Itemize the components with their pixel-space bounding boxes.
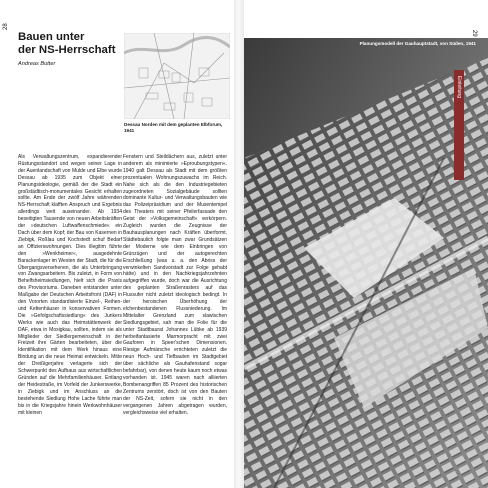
section-tab-label: Einleitung [456, 76, 462, 98]
page-number-right: 29 [471, 30, 477, 37]
planning-model-photo [244, 38, 488, 488]
section-tab [454, 70, 464, 180]
photo-caption: Planungsmodell der Gauhauptstadt, von Süden, 1941 [359, 41, 476, 46]
chapter-title [18, 31, 118, 57]
chapter-title-line2: der NS-Herrschaft [18, 44, 116, 56]
author-name: Andreas Butter [18, 61, 56, 67]
right-page [244, 0, 488, 488]
page-number-left: 28 [3, 23, 9, 30]
city-map-figure [124, 33, 230, 119]
left-page [0, 0, 234, 488]
chapter-title-line1: Bauen unter [18, 31, 85, 43]
book-gutter [234, 0, 244, 488]
map-caption: Dessau Norden mit dem geplanten Elbforum, 1941 [124, 122, 223, 133]
body-text-column-2: Fenstern und Steildächern aus, zuletzt unter anderem als minimierte »Eproubungstypen«. 1940 galt Dessau als Stadt mit dem größten prozentualen Wohnungszuwachs im Reich. Nahe sich als die den Industriegebieten zugeordneten Sozialgebäude sollten dominante Kultur- und Verwaltungsbauten wie das Polizeipräsidium und der Musentempel des Theaters mit seiner Pfeilerfassade den Geist der »Volksgemeinschaft« verkörpern. Zugleich wurden die Zeugnisse der Bauhausplanungen nach Kräften überformt. Städtebaulich folgte man zwar Grundsätzen der Moderne wie dem Einbringen von Grünzügen und der autogerechten Erschließung (was u. a. den Abriss der verwinkelten Sandvorstadt zur Folge gehabt hätte) und in den Nachkriegsjahrzehnten aufgegriffen wurde, doch war die Ausrichtung des geplanten Straßenrasters auf das Flussufer nicht zuletzt ideologisch bedingt. In der heroischen Überhöhung der elchenbestandenen Flussniederung. Im Mittelalter Grenzland zum slawischen Siedlungsgebiet, sah man die Folie für die unter Stadtbaurat Johannes Lübke ab 1939 herbeifantasierte Marmorpracht mit zwei Gauforen in Speer'schen Dimensionen. Riesige Aufmärsche errichteten zuletzt die neun Hoch- und Tiefbauten im Stadtgebiet über sächliche als Gauhafenstand sogar befahrbar), von denen heute kaum noch etwas vorhanden ist. 1945 waren nach alliierten Bombenangriffen 85 Prozent des historischen Zentrums zerstört, doch ist von den Bauten der NS-Zeit, sofern sie nicht in den vergangenen Jahren abgetragen wurden, vergleichsweise viel erhalten. [123, 154, 227, 416]
body-text-column-1: Als Verwaltungszentrum, expandierender Rüstungsstandort und wegen seiner Lage in der Auenlandschaft von Mulde und Elbe wurde Dessau ab 1935 zum Objekt einer Planungsideologie, gemäß der die Stadt ein großstädtisch-monumentales Gesicht erhalten sollte. Am Ende der zwölf Jahre währenden NS-Herrschaft klafften Anspruch und Ergebnis allerdings weit auseinander. Ab 1934 beseitigten Tausende von neuen Arbeitskräften der »deutschen Luftwaffenschmiede« ein Dach über dem Kopf; der Bau von Kasernen in Ziebigk, Roßlau und Kochstedt schuf Bedarf an Offizierswohnungen. Dies illegitim führte den »Wenkheimer«, ausgedehnte Barackenlager im Westen der Stadt, die für die Übergangsversehenen, die als Unterbringung von Zwangsarbeitern. Bis zuletzt, in Form von Behelfsheimsiedlungen, hielt sich die Praxis des Provisoriums. Daneben entstanden unter Maßgabe der Deutschen Arbeitsfront (DAF) in den Vororten standardisierte Einzel-, Reihen- und Kettenhäuser in konservativen Formen. Die »Gefolgschaftssiedlung« des Junkers Werks wie auch das Heimstättenwerk der DAF, etwa in Mosigkau, sollten, indem sie als Mitglieder der Siedlergemeinschaft in der Freizeit ihre Gärten bearbeiteten, über die Identifikation mit dem Werk hinaus eine Bindung an die neue Heimat entwickeln. Mitte der Dreißigerjahre verlagerte sich der Schwerpunkt des Aufbaus aus wirtschaftlichen Gründen auf die Mehrfamilienhäuser. Entlang der Heidestraße, im Vorfeld der Junkerswerke, in Ziebigk und im Anschluss an die bestehende Siedlung Hohe Lache führte man bis in die Kriegsjahre hinein Werkwohnhäuser mit kleinen [18, 154, 122, 416]
